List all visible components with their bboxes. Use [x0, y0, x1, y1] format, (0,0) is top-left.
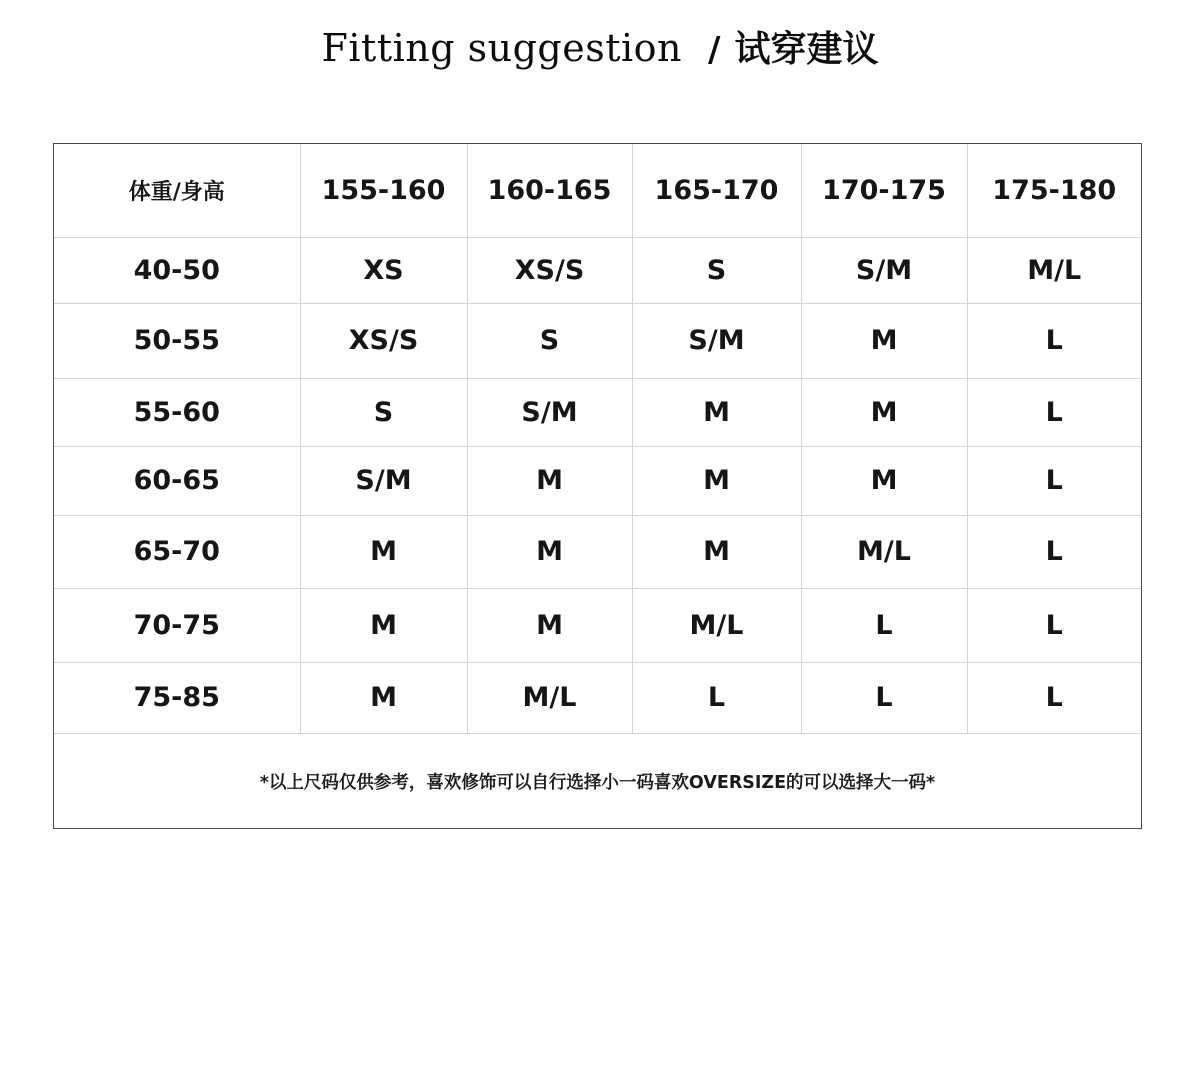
size-cell: XS — [300, 237, 467, 303]
height-range-header: 155-160 — [300, 144, 467, 237]
size-cell: S — [632, 237, 801, 303]
size-cell: M — [632, 378, 801, 446]
weight-range-cell: 65-70 — [54, 515, 300, 588]
size-chart — [53, 143, 1142, 829]
height-range-header: 165-170 — [632, 144, 801, 237]
page-title — [0, 22, 1200, 82]
size-cell: M — [632, 515, 801, 588]
size-cell: L — [967, 515, 1141, 588]
weight-range-cell: 40-50 — [54, 237, 300, 303]
height-range-header: 175-180 — [967, 144, 1141, 237]
size-cell: L — [967, 662, 1141, 733]
height-range-header: 160-165 — [467, 144, 632, 237]
size-table — [54, 144, 1141, 734]
weight-range-cell: 70-75 — [54, 588, 300, 662]
table-row — [54, 588, 1141, 662]
table-row — [54, 662, 1141, 733]
title-english: Fitting suggestion — [321, 26, 683, 70]
size-cell: M — [300, 588, 467, 662]
size-cell: M — [300, 515, 467, 588]
size-cell: XS/S — [467, 237, 632, 303]
size-cell: L — [632, 662, 801, 733]
table-row — [54, 515, 1141, 588]
size-cell: M/L — [467, 662, 632, 733]
size-cell: S/M — [801, 237, 967, 303]
size-cell: S — [467, 303, 632, 378]
title-separator: / — [708, 30, 721, 70]
size-cell: M/L — [801, 515, 967, 588]
size-cell: M — [467, 446, 632, 515]
size-cell: M — [467, 588, 632, 662]
table-row — [54, 303, 1141, 378]
size-note: *以上尺码仅供参考，喜欢修饰可以自行选择小一码喜欢OVERSIZE的可以选择大一码* — [259, 772, 936, 793]
size-cell: L — [967, 303, 1141, 378]
size-cell: M — [632, 446, 801, 515]
size-cell: S/M — [467, 378, 632, 446]
size-cell: S — [300, 378, 467, 446]
size-cell: L — [801, 588, 967, 662]
header-row — [54, 144, 1141, 237]
size-cell: S/M — [300, 446, 467, 515]
size-cell: M — [801, 303, 967, 378]
weight-range-cell: 60-65 — [54, 446, 300, 515]
table-row — [54, 446, 1141, 515]
size-cell: M — [467, 515, 632, 588]
title-chinese: 试穿建议 — [734, 29, 879, 70]
size-cell: M — [300, 662, 467, 733]
size-cell: L — [967, 588, 1141, 662]
table-row — [54, 237, 1141, 303]
size-cell: M/L — [967, 237, 1141, 303]
weight-range-cell: 50-55 — [54, 303, 300, 378]
size-cell: L — [801, 662, 967, 733]
weight-range-cell: 55-60 — [54, 378, 300, 446]
size-cell: L — [967, 378, 1141, 446]
size-cell: M/L — [632, 588, 801, 662]
table-row — [54, 378, 1141, 446]
weight-range-cell: 75-85 — [54, 662, 300, 733]
size-cell: M — [801, 378, 967, 446]
size-cell: XS/S — [300, 303, 467, 378]
corner-label: 体重/身高 — [54, 144, 300, 237]
size-cell: L — [967, 446, 1141, 515]
size-cell: M — [801, 446, 967, 515]
size-cell: S/M — [632, 303, 801, 378]
height-range-header: 170-175 — [801, 144, 967, 237]
